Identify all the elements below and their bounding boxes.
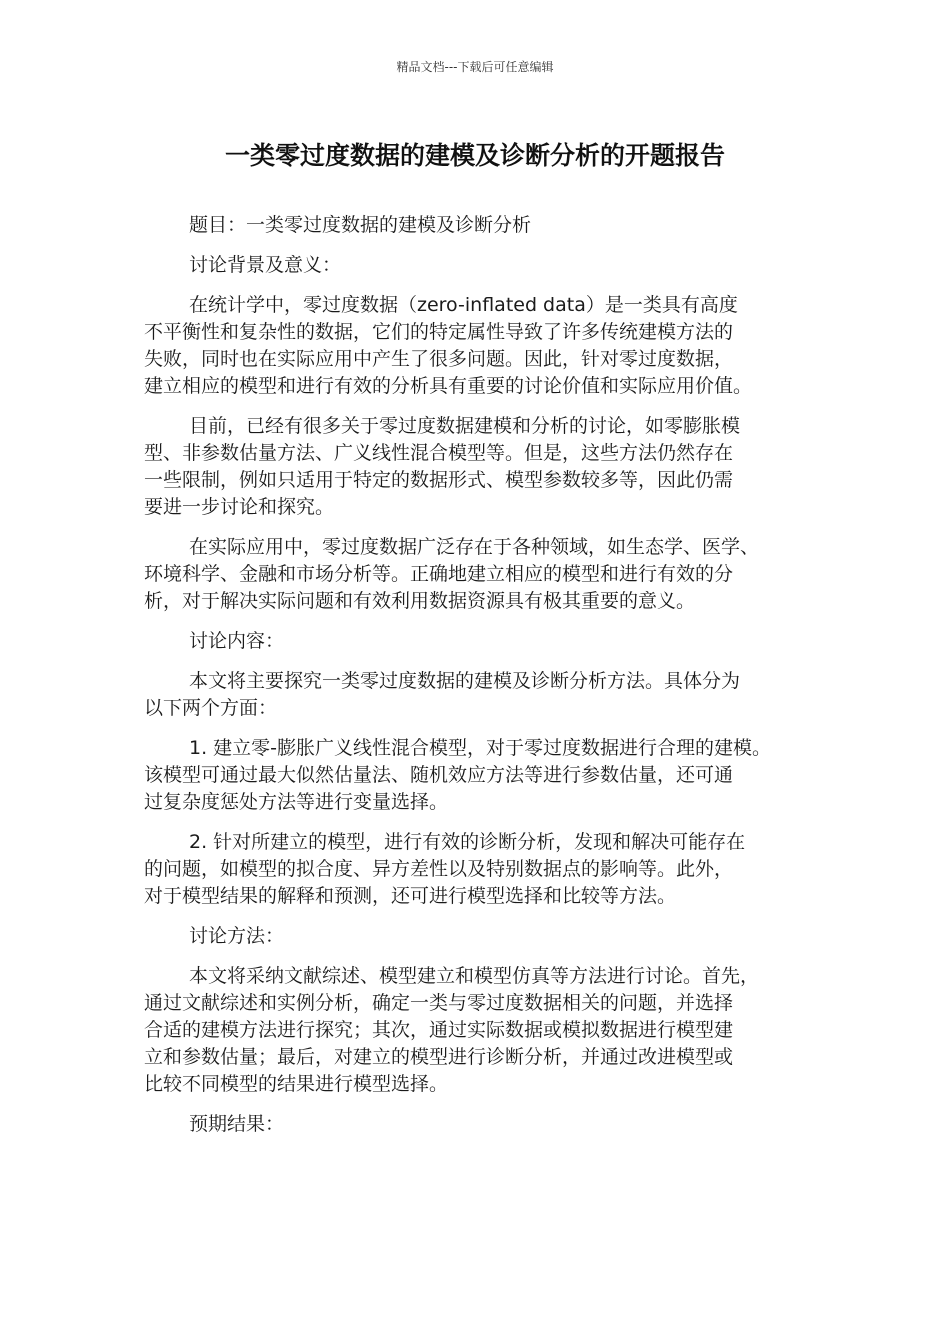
text-line: 对于模型结果的解释和预测，还可进行模型选择和比较等方法。	[144, 885, 677, 907]
text-line: 以下两个方面：	[144, 697, 278, 719]
heading-method	[144, 923, 800, 950]
document-title: 一类零过度数据的建模及诊断分析的开题报告	[224, 141, 725, 170]
text-line: 不平衡性和复杂性的数据，它们的特定属性导致了许多传统建模方法的	[144, 321, 734, 343]
text-line: 失败，同时也在实际应用中产生了很多问题。因此，针对零过度数据，	[144, 348, 734, 370]
heading-background	[144, 252, 800, 279]
header-note: 精品文档---下载后可任意编辑	[396, 60, 554, 74]
text-line: 通过文献综述和实例分析，确定一类与零过度数据相关的问题，并选择	[144, 992, 734, 1014]
text-line: 该模型可通过最大似然估量法、随机效应方法等进行参数估量，还可通	[144, 764, 734, 786]
text-line: 1. 建立零-膨胀广义线性混合模型，对于零过度数据进行合理的建模。	[189, 737, 772, 759]
text-line: 过复杂度惩处方法等进行变量选择。	[144, 791, 449, 813]
text-line: 一些限制，例如只适用于特定的数据形式、模型参数较多等，因此仍需	[144, 469, 734, 491]
section-heading: 预期结果：	[189, 1113, 285, 1135]
text-line: 2. 针对所建立的模型，进行有效的诊断分析，发现和解决可能存在	[189, 831, 746, 853]
paragraph-background-2	[144, 413, 800, 521]
text-line: 在统计学中，零过度数据（zero-inflated data）是一类具有高度	[189, 294, 738, 316]
heading-content	[144, 628, 800, 655]
heading-expected-results	[144, 1111, 800, 1138]
text-line: 合适的建模方法进行探究；其次，通过实际数据或模拟数据进行模型建	[144, 1019, 734, 1041]
section-heading: 讨论方法：	[189, 925, 285, 947]
text-line: 立和参数估量；最后，对建立的模型进行诊断分析，并通过改进模型或	[144, 1046, 734, 1068]
paragraph-background-3	[144, 534, 800, 615]
paragraph-content-item-2	[144, 829, 800, 910]
section-heading: 讨论背景及意义：	[189, 254, 342, 276]
text-line: 环境科学、金融和市场分析等。正确地建立相应的模型和进行有效的分	[144, 563, 734, 585]
text-line: 型、非参数估量方法、广义线性混合模型等。但是，这些方法仍然存在	[144, 442, 734, 464]
text-line: 建立相应的模型和进行有效的分析具有重要的讨论价值和实际应用价值。	[144, 375, 753, 397]
text-line: 的问题，如模型的拟合度、异方差性以及特别数据点的影响等。此外，	[144, 858, 734, 880]
text-line: 比较不同模型的结果进行模型选择。	[144, 1073, 449, 1095]
section-heading: 讨论内容：	[189, 630, 285, 652]
text-line: 题目：一类零过度数据的建模及诊断分析	[189, 214, 532, 236]
paragraph-method	[144, 963, 800, 1098]
paragraph-content-item-1	[144, 735, 800, 816]
text-line: 析，对于解决实际问题和有效利用数据资源具有极其重要的意义。	[144, 590, 696, 612]
paragraph-background-1	[144, 292, 800, 400]
text-line: 在实际应用中，零过度数据广泛存在于各种领域，如生态学、医学、	[189, 536, 760, 558]
paragraph-topic	[144, 212, 800, 239]
text-line: 要进一步讨论和探究。	[144, 496, 335, 518]
document-body	[144, 212, 800, 1138]
text-line: 本文将采纳文献综述、模型建立和模型仿真等方法进行讨论。首先，	[189, 965, 760, 987]
paragraph-content-intro	[144, 668, 800, 722]
text-line: 目前，已经有很多关于零过度数据建模和分析的讨论，如零膨胀模	[189, 415, 741, 437]
text-line: 本文将主要探究一类零过度数据的建模及诊断分析方法。具体分为	[189, 670, 741, 692]
